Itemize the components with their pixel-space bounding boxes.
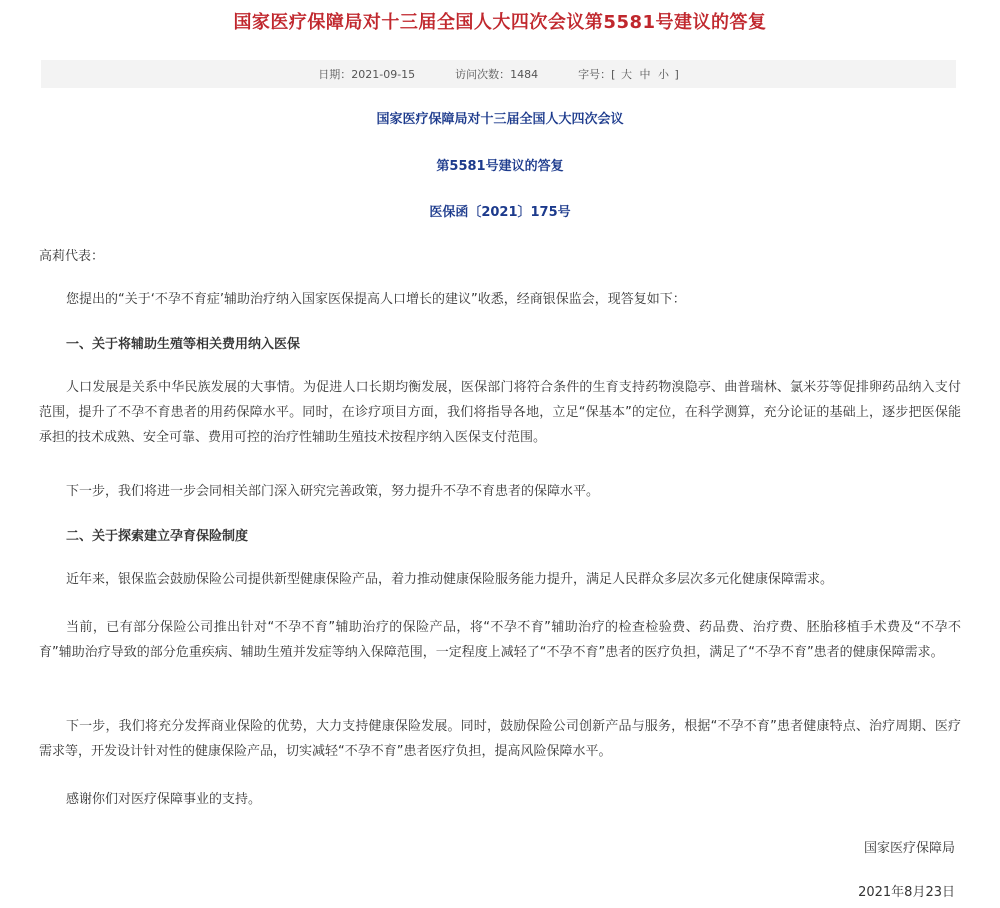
section1-paragraph1: 人口发展是关系中华民族发展的大事情。为促进人口长期均衡发展，医保部门将符合条件的生育支持药物溴隐亭、曲普瑞林、氯米芬等促排卵药品纳入支付范围，提升了不孕不育患者的用药保障水平。同时，在诊疗项目方面，我们将指导各地，立足“保基本”的定位，在科学测算，充分论证的基础上，逐步把医保能承担的技术成熟、安全可靠、费用可控的治疗性辅助生殖技术按程序纳入医保支付范围。 — [39, 380, 961, 445]
page-title: 国家医疗保障局对十三届全国人大四次会议第5581号建议的答复 — [233, 12, 767, 33]
section2-paragraph2: 当前，已有部分保险公司推出针对“不孕不育”辅助治疗的保险产品，将“不孕不育”辅助治疗的检查检验费、药品费、治疗费、胚胎移植手术费及“不孕不育”辅助治疗导致的部分危重疾病、辅助生殖并发症等纳入保障范围，一定程度上减轻了“不孕不育”患者的医疗负担，满足了“不孕不育”患者的健康保障需求。 — [39, 620, 961, 660]
closing-line: 感谢你们对医疗保障事业的支持。 — [66, 792, 262, 807]
section2-paragraph3: 下一步，我们将充分发挥商业保险的优势，大力支持健康保险发展。同时，鼓励保险公司创新产品与服务，根据“不孕不育”患者健康特点、治疗周期、医疗需求等，开发设计针对性的健康保险产品，切实减轻“不孕不育”患者医疗负担，提高风险保障水平。 — [39, 719, 961, 759]
salutation: 高莉代表： — [39, 249, 105, 264]
font-small-link[interactable]: 小 — [657, 68, 669, 81]
font-large-link[interactable]: 大 — [620, 68, 632, 81]
doc-heading-line1: 国家医疗保障局对十三届全国人大四次会议 — [376, 112, 624, 127]
article-meta-bar — [41, 60, 956, 88]
font-size-bracket: ] — [674, 68, 679, 81]
intro-paragraph: 您提出的“关于‘不孕不育症’辅助治疗纳入国家医保提高人口增长的建议”收悉，经商银保监会，现答复如下： — [66, 292, 686, 307]
doc-heading-line2: 第5581号建议的答复 — [436, 159, 564, 174]
font-medium-link[interactable]: 中 — [639, 68, 651, 81]
section1-paragraph2: 下一步，我们将进一步会同相关部门深入研究完善政策，努力提升不孕不育患者的保障水平。 — [66, 484, 600, 499]
publish-date: 日期：2021-09-15 — [318, 68, 416, 81]
visit-count: 访问次数：1484 — [455, 68, 539, 81]
signature: 国家医疗保障局 — [863, 841, 955, 856]
section2-title: 二、关于探索建立孕育保险制度 — [66, 529, 249, 544]
section1-title: 一、关于将辅助生殖等相关费用纳入医保 — [66, 337, 301, 352]
font-size-control — [578, 66, 679, 82]
sign-date: 2021年8月23日 — [858, 885, 955, 900]
font-size-label: 字号：[ — [578, 68, 616, 81]
section2-paragraph1: 近年来，银保监会鼓励保险公司提供新型健康保险产品，着力推动健康保险服务能力提升，满足人民群众多层次多元化健康保障需求。 — [66, 572, 834, 587]
doc-number: 医保函〔2021〕175号 — [429, 205, 571, 220]
